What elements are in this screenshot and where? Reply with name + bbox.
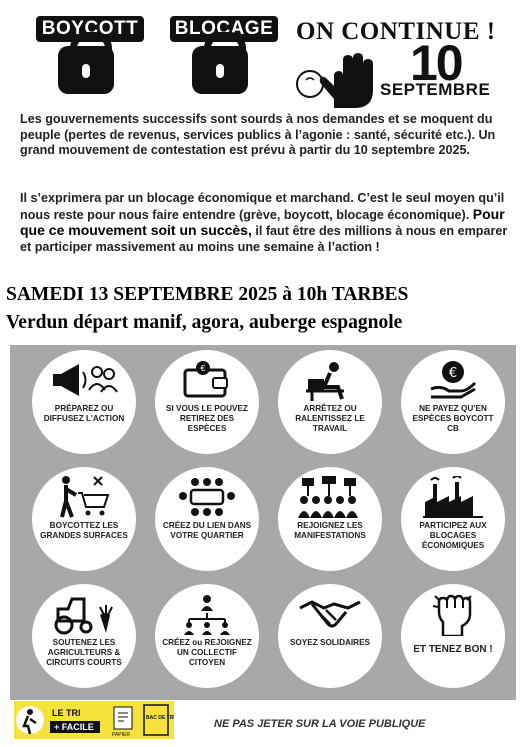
- stop-hand-icon: [296, 50, 378, 110]
- svg-text:€: €: [200, 364, 206, 373]
- padlock-icon: [192, 46, 248, 94]
- action-label: PARTICIPEZ AUX BLOCAGES ÉCONOMIQUES: [419, 521, 487, 550]
- recycling-logo-icon: [14, 701, 174, 739]
- action-label: REJOIGNEZ LES MANIFESTATIONS: [294, 521, 366, 540]
- action-pay-cash: [401, 350, 505, 454]
- action-label: NE PAYEZ QU’EN ESPÈCES BOYCOTT CB: [412, 404, 494, 433]
- raised-fist-icon: [431, 592, 475, 636]
- action-stop-work: [278, 350, 382, 454]
- megaphone-icon: [49, 360, 119, 400]
- event-place-line: Verdun départ manif, agora, auberge espagnole: [6, 312, 403, 333]
- action-join-protests: [278, 467, 382, 571]
- movement-text-start: Il s’exprimera par un blocage économique et marchand. C’est le seul moyen qu’il nous reste pour nous faire entendre (grève, boycott, blocage économique).: [20, 191, 505, 222]
- action-citizen-collective: [155, 584, 259, 688]
- action-support-farmers: [32, 584, 136, 688]
- action-label: PRÉPAREZ OU DIFFUSEZ L’ACTION: [43, 404, 125, 423]
- network-icon: [179, 593, 235, 635]
- logo-line1: LE TRI: [52, 708, 81, 718]
- protest-crowd-icon: [298, 476, 362, 518]
- action-economic-blockades: [401, 467, 505, 571]
- event-date-line: SAMEDI 13 SEPTEMBRE 2025 à 10h TARBES: [6, 284, 409, 305]
- shopping-cart-icon: [56, 475, 112, 519]
- svg-text:€: €: [448, 366, 458, 381]
- action-label: BOYCOTTEZ LES GRANDES SURFACES: [40, 521, 128, 540]
- action-prepare: [32, 350, 136, 454]
- factory-icon: [423, 476, 483, 518]
- logo-line2: + FACILE: [54, 722, 94, 732]
- intro-paragraph: Les gouvernements successifs sont sourds à nos demandes et se moquent du peuple (pertes de revenus, services publics à l’agonie : santé, sécurité etc.). Un grand mouvement de contestation est prévu à partir du 10 septembre 2025.: [20, 112, 496, 158]
- action-label: SOUTENEZ LES AGRICULTEURS & CIRCUITS COURTS: [46, 638, 122, 667]
- no-littering-notice: NE PAS JETER SUR LA VOIE PUBLIQUE: [214, 718, 426, 730]
- action-hold-on: [401, 584, 505, 688]
- action-label: CRÉEZ DU LIEN DANS VOTRE QUARTIER: [162, 521, 252, 540]
- movement-paragraph: [20, 191, 510, 255]
- cash-hand-icon: [427, 359, 479, 401]
- blocage-label: BLOCAGE: [170, 16, 278, 42]
- month-label: SEPTEMBRE: [380, 80, 491, 99]
- logo-paper: PAPIER: [112, 732, 130, 738]
- action-label: CRÉEZ ou REJOIGNEZ UN COLLECTIF CITOYEN: [162, 638, 252, 667]
- logo-bin: BAC DE TRI: [146, 715, 174, 721]
- meeting-icon: [177, 476, 237, 518]
- action-create-links: [155, 467, 259, 571]
- tractor-icon: [52, 593, 116, 635]
- action-boycott-supermarkets: [32, 467, 136, 571]
- desk-worker-icon: [304, 359, 356, 401]
- handshake-icon: [298, 594, 362, 634]
- wallet-icon: [181, 360, 233, 400]
- padlock-icon: [58, 46, 114, 94]
- blocage-lock: [170, 16, 278, 100]
- action-label: ET TENEZ BON !: [413, 644, 493, 655]
- action-label: ARRÊTEZ OU RALENTISSEZ LE TRAVAIL: [295, 404, 365, 433]
- tri-facile-logo: [14, 701, 174, 739]
- boycott-lock: [36, 16, 144, 100]
- date-number: 10: [410, 35, 462, 91]
- actions-panel: [10, 345, 516, 700]
- movement-text-end: il faut être des millions à nous en emparer et participer massivement au moins une semaine à l’action !: [20, 224, 508, 254]
- boycott-label: BOYCOTT: [36, 16, 144, 42]
- action-solidarity: [278, 584, 382, 688]
- action-withdraw-cash: [155, 350, 259, 454]
- action-label: SOYEZ SOLIDAIRES: [289, 638, 371, 647]
- movement-text-emphasis: Pour que ce mouvement soit un succès,: [20, 205, 505, 239]
- action-label: SI VOUS LE POUVEZ RETIREZ DES ESPÈCES: [166, 404, 248, 433]
- on-continue-title: ON CONTINUE !: [296, 18, 496, 45]
